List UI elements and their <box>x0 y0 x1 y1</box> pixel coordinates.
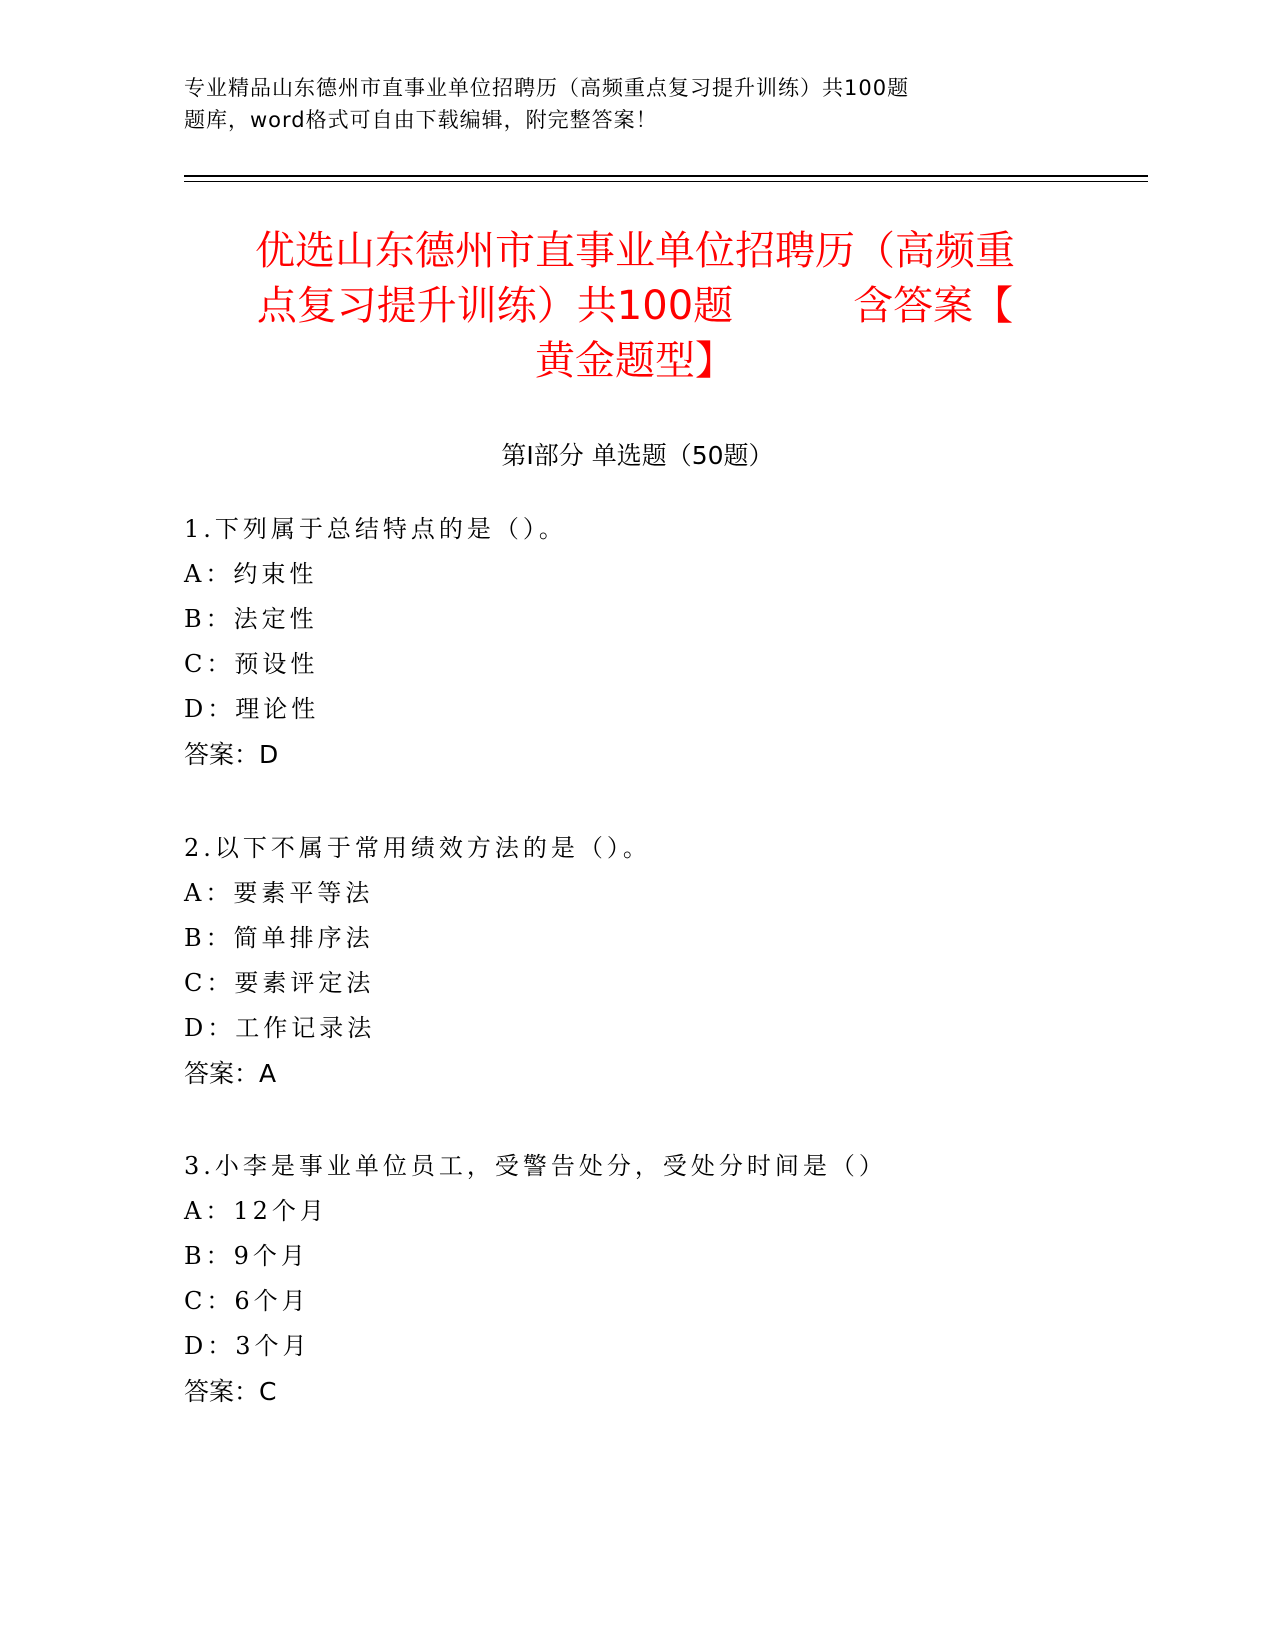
answer-line: 答案：C <box>184 1377 277 1406</box>
header-note-line-2: 题库，word格式可自由下载编辑，附完整答案！ <box>184 108 658 132</box>
header-note-line-1: 专业精品山东德州市直事业单位招聘历（高频重点复习提升训练）共100题 <box>184 76 910 100</box>
title-line-1: 优选山东德州市直事业单位招聘历（高频重 <box>255 228 1015 274</box>
document-title <box>190 224 1080 389</box>
question-2 <box>184 826 1084 1096</box>
question-stem: 2.以下不属于常用绩效方法的是（）。 <box>184 834 651 862</box>
option-a: A：12个月 <box>184 1197 328 1225</box>
answer-line: 答案：D <box>184 740 279 769</box>
question-stem: 3.小李是事业单位员工，受警告处分，受处分时间是（） <box>184 1152 887 1180</box>
header-note <box>184 72 1014 136</box>
option-c: C：要素评定法 <box>184 969 375 997</box>
question-1 <box>184 507 1084 777</box>
option-c: C：6个月 <box>184 1287 310 1315</box>
option-b: B：9个月 <box>184 1242 309 1270</box>
option-d: D：工作记录法 <box>184 1014 376 1042</box>
option-a: A：约束性 <box>184 560 318 588</box>
option-a: A：要素平等法 <box>184 879 374 907</box>
title-line-3: 黄金题型】 <box>535 338 735 384</box>
option-b: B：简单排序法 <box>184 924 374 952</box>
title-line-2: 点复习提升训练）共100题 含答案【 <box>256 283 1014 329</box>
header-divider-thin <box>184 181 1148 182</box>
option-d: D：理论性 <box>184 695 320 723</box>
section-heading: 第Ⅰ部分 单选题（50题） <box>501 441 774 470</box>
option-c: C：预设性 <box>184 650 319 678</box>
option-d: D：3个月 <box>184 1332 311 1360</box>
answer-line: 答案：A <box>184 1059 277 1088</box>
option-b: B：法定性 <box>184 605 318 633</box>
question-stem: 1.下列属于总结特点的是（）。 <box>184 515 567 543</box>
question-3 <box>184 1144 1084 1414</box>
header-divider-thick <box>184 175 1148 177</box>
